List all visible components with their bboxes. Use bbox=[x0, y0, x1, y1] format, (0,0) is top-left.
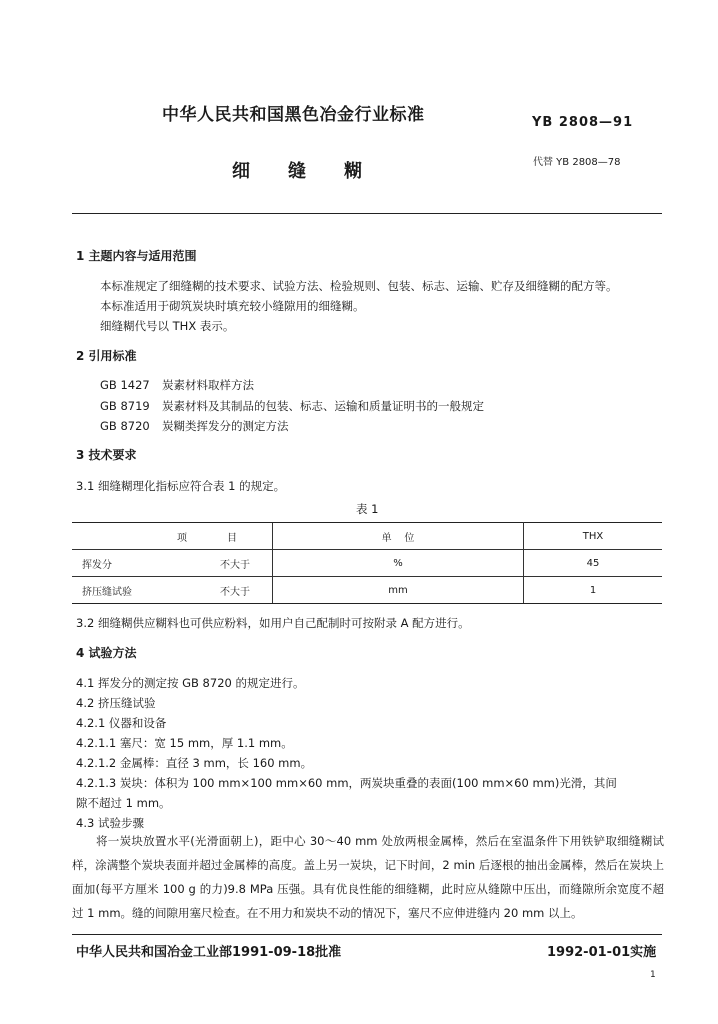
table-row bbox=[72, 550, 662, 577]
reference-title: 炭糊类挥发分的测定方法 bbox=[162, 419, 289, 433]
clause-4-1: 4.1 挥发分的测定按 GB 8720 的规定进行。 bbox=[76, 676, 305, 690]
page-number: 1 bbox=[650, 970, 656, 980]
header-item: 项 目 bbox=[72, 523, 273, 550]
reference-item bbox=[100, 397, 484, 415]
procedure-paragraph: 将一炭块放置水平(光滑面朝上)，距中心 30～40 mm 处放两根金属棒，然后在室温条件下用铁铲取细缝糊试样，涂满整个炭块表面并超过金属棒的高度。盖上另一炭块，记下时间，2 min 后逐根的抽出金属棒，然后在炭块上面加(每平方厘米 100 g 的力)9.8 MPa 压强。具有优良性能的细缝糊，此时应从缝隙中压出，而缝隙所余宽度不超过 1 mm。缝的间隙用塞尺检查。在不用力和炭块不动的情况下，塞尺不应伸进缝内 20 mm 以上。 bbox=[72, 834, 664, 920]
clause-4-2-1-1: 4.2.1.1 塞尺：宽 15 mm，厚 1.1 mm。 bbox=[76, 736, 293, 750]
section-1-heading: 1 主题内容与适用范围 bbox=[76, 249, 197, 263]
row-value: 45 bbox=[524, 550, 663, 577]
section-1-line: 本标准适用于砌筑炭块时填充较小缝隙用的细缝糊。 bbox=[100, 299, 365, 313]
row-unit: % bbox=[273, 550, 524, 577]
document-title: 细缝糊 bbox=[232, 161, 400, 182]
header-thx: THX bbox=[524, 523, 663, 550]
clause-4-2-1-3: 4.2.1.3 炭块：体积为 100 mm×100 mm×60 mm，两炭块重叠的表面(100 mm×60 mm)光滑，其间 bbox=[76, 776, 617, 790]
clause-4-2-1-2: 4.2.1.2 金属棒：直径 3 mm，长 160 mm。 bbox=[76, 756, 313, 770]
issuing-organization-title: 中华人民共和国黑色冶金行业标准 bbox=[162, 105, 425, 125]
clause-3-1: 3.1 细缝糊理化指标应符合表 1 的规定。 bbox=[76, 479, 286, 493]
clause-3-2: 3.2 细缝糊供应糊料也可供应粉料，如用户自己配制时可按附录 A 配方进行。 bbox=[76, 616, 470, 630]
spec-table bbox=[72, 522, 662, 604]
clause-4-2-1-3-continued: 隙不超过 1 mm。 bbox=[76, 796, 171, 810]
reference-title: 炭素材料取样方法 bbox=[162, 378, 254, 392]
row-item: 挤压缝试验 bbox=[82, 586, 132, 598]
reference-code: GB 8720 bbox=[100, 419, 150, 433]
reference-code: GB 1427 bbox=[100, 378, 150, 392]
section-4-heading: 4 试验方法 bbox=[76, 646, 137, 660]
reference-title: 炭素材料及其制品的包装、标志、运输和质量证明书的一般规定 bbox=[162, 399, 484, 413]
reference-code: GB 8719 bbox=[100, 399, 150, 413]
row-limit: 不大于 bbox=[220, 559, 250, 571]
footer-divider bbox=[72, 934, 662, 935]
table-row bbox=[72, 577, 662, 604]
clause-4-2: 4.2 挤压缝试验 bbox=[76, 696, 156, 710]
table-caption: 表 1 bbox=[356, 502, 379, 516]
reference-item bbox=[100, 417, 289, 435]
table-header-row bbox=[72, 523, 662, 550]
reference-item bbox=[100, 376, 254, 394]
section-1-line: 细缝糊代号以 THX 表示。 bbox=[100, 319, 235, 333]
section-2-heading: 2 引用标准 bbox=[76, 349, 137, 363]
section-3-heading: 3 技术要求 bbox=[76, 448, 137, 462]
replaces-standard: 代替 YB 2808—78 bbox=[533, 157, 621, 168]
effective-date: 1992-01-01实施 bbox=[547, 945, 657, 960]
section-1-line: 本标准规定了细缝糊的技术要求、试验方法、检验规则、包装、标志、运输、贮存及细缝糊的配方等。 bbox=[100, 279, 618, 293]
row-unit: mm bbox=[273, 577, 524, 604]
approval-line: 中华人民共和国冶金工业部1991-09-18批准 bbox=[76, 945, 342, 960]
clause-4-3: 4.3 试验步骤 bbox=[76, 816, 144, 830]
standard-number: YB 2808—91 bbox=[532, 115, 634, 130]
header-divider bbox=[72, 213, 662, 214]
header-unit: 单 位 bbox=[273, 523, 524, 550]
clause-4-2-1: 4.2.1 仪器和设备 bbox=[76, 716, 167, 730]
row-limit: 不大于 bbox=[220, 586, 250, 598]
row-item: 挥发分 bbox=[82, 559, 112, 571]
row-value: 1 bbox=[524, 577, 663, 604]
